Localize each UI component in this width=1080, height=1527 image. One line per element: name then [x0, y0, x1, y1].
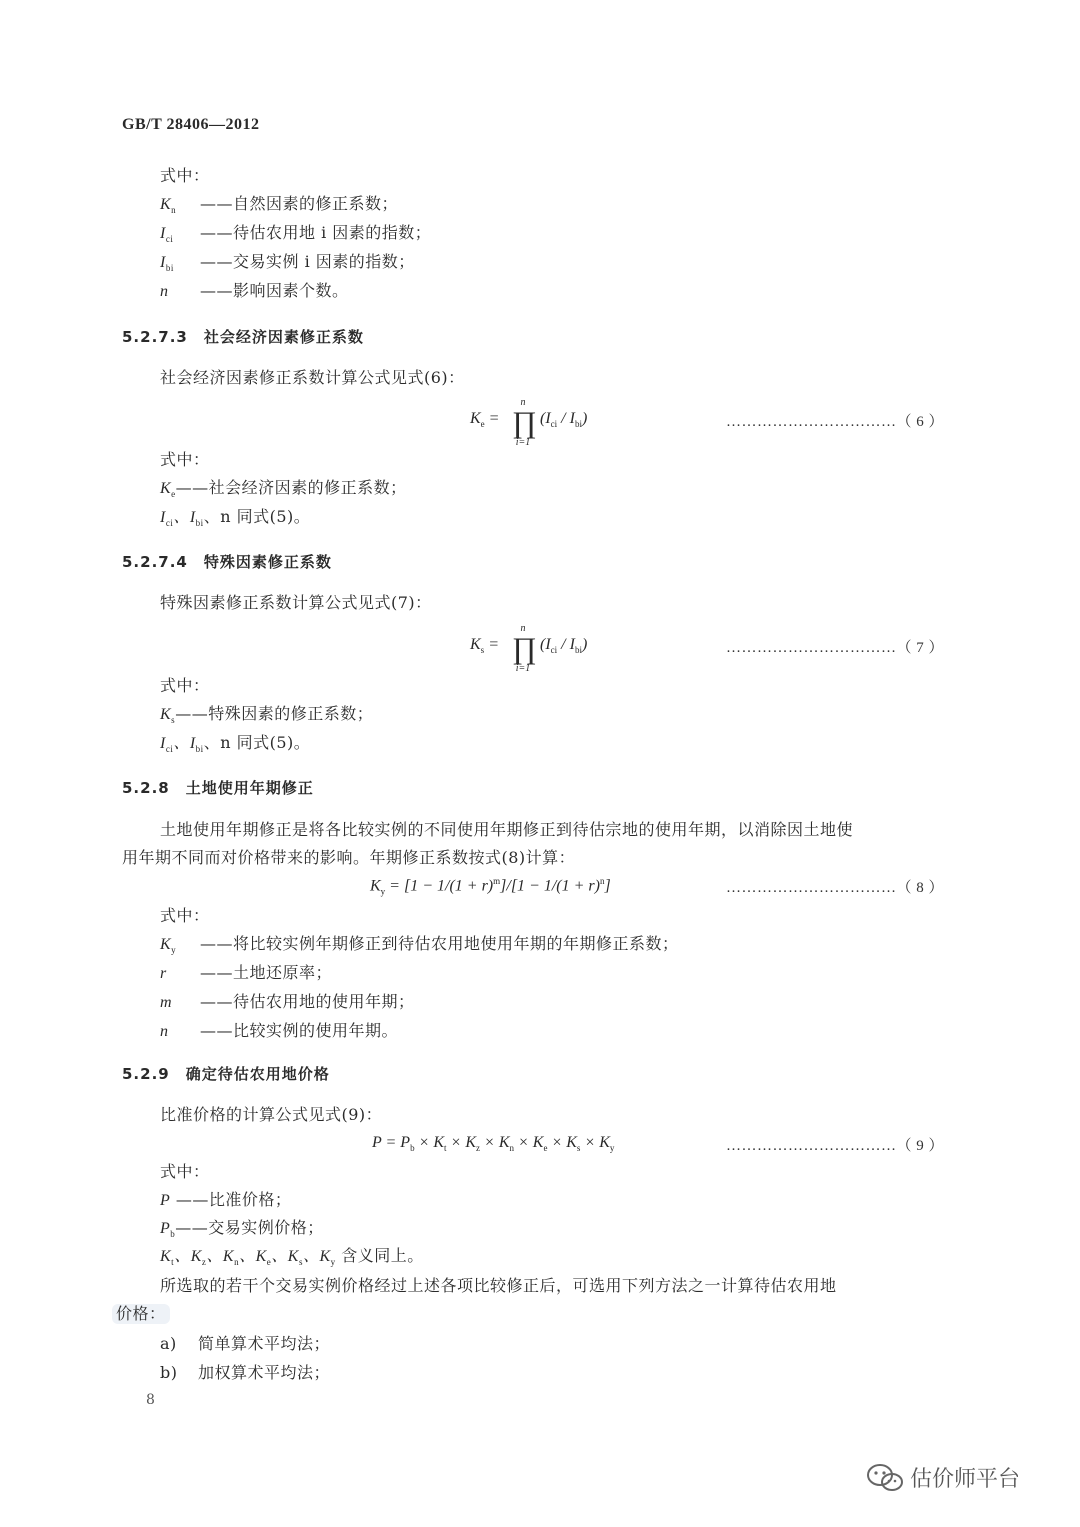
symbol: $K_y$ [160, 936, 177, 956]
definition-row [160, 223, 431, 249]
list-text: 加权算术平均法； [198, 1363, 331, 1382]
definition-text: ——将比较实例年期修正到待估农用地使用年期的年期修正系数； [200, 934, 679, 953]
list-marker: b) [160, 1363, 178, 1382]
section-title-5-2-7-4: 5.2.7.4 特殊因素修正系数 [122, 553, 332, 571]
equation-number-7: ……………………………（ 7 ） [726, 640, 945, 656]
definition-ks: $K_s——$特殊因素的修正系数； [160, 704, 374, 726]
intro-formula-7: 特殊因素修正系数计算公式见式(7)： [160, 593, 432, 612]
formula-7: $K_s$ = [470, 636, 499, 656]
definition-row [160, 992, 415, 1013]
wechat-icon [866, 1463, 904, 1493]
definition-row [160, 281, 349, 302]
list-item [160, 1334, 330, 1354]
list-item [160, 1363, 330, 1383]
symbol: n [160, 1023, 169, 1040]
product-operator-6: n ∏ i=1 [512, 397, 537, 448]
standard-code: GB/T 28406—2012 [122, 116, 260, 133]
equation-number-9: ……………………………（ 9 ） [726, 1138, 945, 1154]
definition-text: ——影响因素个数。 [200, 281, 349, 300]
definition-ref-5: $I_{ci}$、$I_{bi}$、n 同式(5)。 [160, 507, 311, 529]
definition-row [160, 194, 398, 220]
definition-text: ——交易实例 i 因素的指数； [200, 252, 415, 271]
symbol: m [160, 994, 173, 1011]
symbol: $I_{bi}$ [160, 254, 174, 274]
definition-k-list: $K_t$、$K_z$、$K_n$、$K_e$、$K_s$、$K_y$ 含义同上。 [160, 1246, 424, 1268]
intro-formula-9: 比准价格的计算公式见式(9)： [160, 1105, 383, 1124]
definition-text: ——待估农用地的使用年期； [200, 992, 415, 1011]
section-title-5-2-8: 5.2.8 土地使用年期修正 [122, 779, 314, 797]
section-title-5-2-7-3: 5.2.7.3 社会经济因素修正系数 [122, 328, 364, 346]
definition-row [160, 252, 415, 278]
formula-7-rhs: $(I_{ci} / I_{bi})$ [540, 636, 588, 656]
formula-6: $K_e$ = [470, 410, 500, 430]
section-title-5-2-9: 5.2.9 确定待估农用地价格 [122, 1065, 330, 1083]
formula-6-rhs: $(I_{ci} / I_{bi})$ [540, 410, 588, 430]
where-label: 式中： [160, 1162, 210, 1181]
intro-formula-6: 社会经济因素修正系数计算公式见式(6)： [160, 368, 465, 387]
paragraph-line-2: 价格： [112, 1304, 170, 1324]
symbol: $K_n$ [160, 196, 177, 216]
definition-ke: $K_e——$社会经济因素的修正系数； [160, 478, 407, 500]
equation-number-8: ……………………………（ 8 ） [726, 880, 945, 896]
paragraph-line-1: 所选取的若干个交易实例价格经过上述各项比较修正后，可选用下列方法之一计算待估农用地 [160, 1276, 837, 1295]
where-label: 式中： [160, 676, 210, 695]
definition-p: P ——比准价格； [160, 1190, 292, 1209]
definition-text: ——待估农用地 i 因素的指数； [200, 223, 432, 242]
paragraph-line-2: 用年期不同而对价格带来的影响。年期修正系数按式(8)计算： [122, 848, 576, 867]
page-number: 8 [146, 1392, 155, 1408]
where-label: 式中： [160, 450, 210, 469]
definition-row [160, 934, 679, 960]
symbol: n [160, 283, 169, 300]
paragraph-line-1: 土地使用年期修正是将各比较实例的不同使用年期修正到待估宗地的使用年期，以消除因土地使 [160, 820, 854, 839]
watermark-text: 估价师平台 [910, 1467, 1021, 1492]
definition-ref-5: $I_{ci}$、$I_{bi}$、n 同式(5)。 [160, 733, 311, 755]
list-text: 简单算术平均法； [198, 1334, 331, 1353]
definition-row [160, 1021, 398, 1042]
where-label: 式中： [160, 166, 210, 185]
definition-text: ——比较实例的使用年期。 [200, 1021, 399, 1040]
product-operator-7: n ∏ i=1 [512, 623, 537, 674]
list-marker: a) [160, 1334, 177, 1353]
formula-9: $P = P_b \times K_t \times K_z \times K_n \times K_e \times K_s \times K_y$ [372, 1134, 615, 1154]
where-label: 式中： [160, 906, 210, 925]
equation-number-6: ……………………………（ 6 ） [726, 414, 945, 430]
formula-8: $K_y = [1 - 1/(1 + r)^m]/[1 - 1/(1 + r)^n]$ [370, 876, 611, 897]
definition-pb: $P_b——$交易实例价格； [160, 1218, 324, 1240]
symbol: r [160, 965, 167, 982]
symbol: $I_{ci}$ [160, 225, 174, 245]
definition-text: ——自然因素的修正系数； [200, 194, 399, 213]
definition-text: ——土地还原率； [200, 963, 333, 982]
definition-row [160, 963, 332, 984]
watermark [866, 1462, 1020, 1493]
